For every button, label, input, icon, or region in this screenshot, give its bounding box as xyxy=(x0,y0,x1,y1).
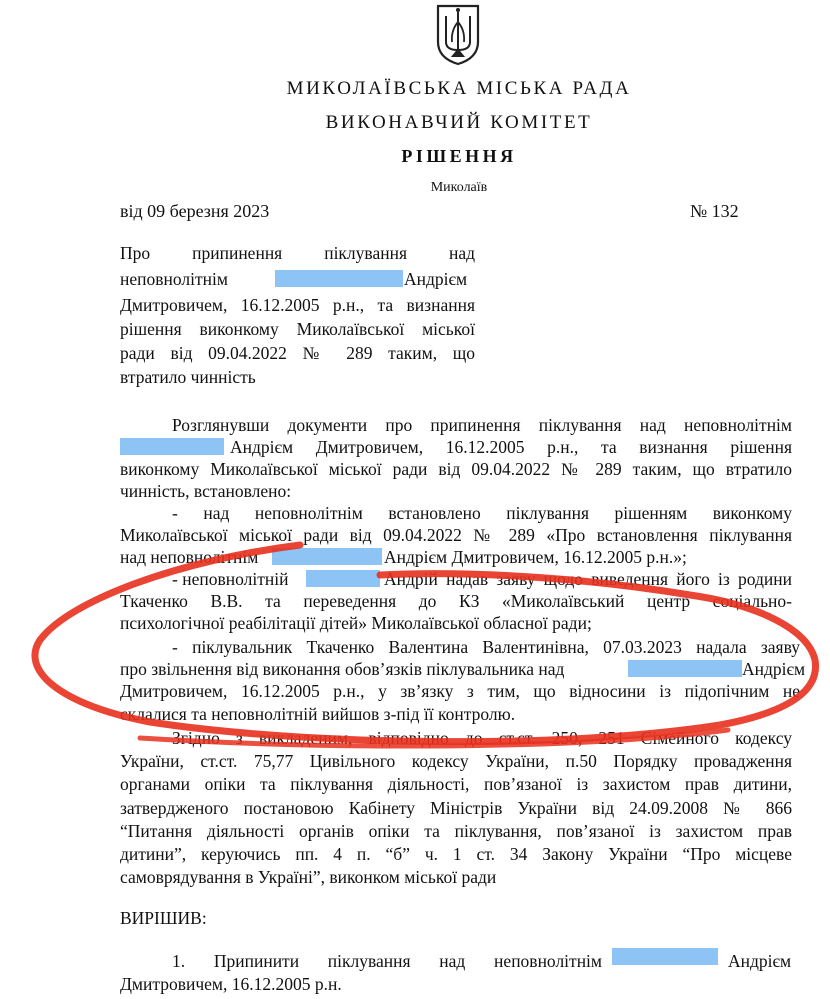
committee-title: ВИКОНАВЧИЙ КОМІТЕТ xyxy=(325,112,593,133)
body-line: самоврядування в Україні”, виконком міської ради xyxy=(120,867,497,887)
subject-line: Андрієм xyxy=(404,269,468,289)
body-line: Дмитровичем, 16.12.2005 р.н. xyxy=(120,974,342,994)
body-line: виконкому Миколаївської міської ради від 09.04.2022 № 289 таким, що втратило xyxy=(120,459,792,479)
subject-line: втратило чинність xyxy=(120,367,256,387)
body-line: - піклувальник Ткаченко Валентина Валентинівна, 07.03.2023 надала заяву xyxy=(172,637,800,657)
subject-line: неповнолітнім xyxy=(120,269,228,289)
decision-date: від 09 березня 2023 xyxy=(120,201,270,221)
body-line: - неповнолітній xyxy=(172,569,289,589)
body-line: Андрій надав заяву щодо виведення його із родини xyxy=(384,569,792,589)
body-line: над неповнолітнім xyxy=(120,547,259,567)
redacted-surname xyxy=(272,548,382,565)
body-line: Андрієм Дмитровичем, 16.12.2005 р.н., та визнання рішення xyxy=(230,437,792,457)
body-line: України, ст.ст. 75,77 Цивільного кодексу України, п.50 Порядку провадження xyxy=(120,751,792,771)
city-council-title: МИКОЛАЇВСЬКА МІСЬКА РАДА xyxy=(286,78,632,99)
redacted-surname xyxy=(306,570,380,587)
body-line: дитини”, керуючись пп. 4 п. “б” ч. 1 ст. 34 Закону України “Про місцеве xyxy=(120,844,792,864)
coat-of-arms-icon xyxy=(433,2,483,66)
subject-line: рішення виконкому Миколаївської міської xyxy=(120,319,475,339)
body-line: чинність, встановлено: xyxy=(120,481,292,501)
redacted-surname xyxy=(120,438,224,455)
decision-number: № 132 xyxy=(690,201,739,221)
redacted-surname xyxy=(628,660,742,677)
subject-line: ради від 09.04.2022 № 289 таким, що xyxy=(120,343,475,363)
body-line: Ткаченко В.В. та переведення до КЗ «Миколаївський центр соціально- xyxy=(120,591,792,611)
body-line: склалися та неповнолітній вийшов з-під її контролю. xyxy=(120,704,516,724)
body-line: Згідно з викладеним, відповідно до ст.ст. 250, 251 Сімейного кодексу xyxy=(172,728,792,748)
body-line: 1. Припинити піклування над неповнолітнім xyxy=(172,951,602,971)
subject-line: Про припинення піклування над xyxy=(120,243,475,263)
subject-line: Дмитровичем, 16.12.2005 р.н., та визнання xyxy=(120,295,475,315)
body-line: Розглянувши документи про припинення піклування над неповнолітнім xyxy=(172,415,792,435)
body-line: про звільнення від виконання обов’язків піклувальника над xyxy=(120,659,565,679)
body-line: Андрієм xyxy=(742,659,806,679)
body-line: психологічної реабілітації дітей» Миколаївської обласної ради; xyxy=(120,613,592,633)
body-line: Андрієм Дмитровичем, 16.12.2005 р.н.»; xyxy=(384,547,687,567)
body-line: затвердженого постановою Кабінету Міністрів України від 24.09.2008 № 866 xyxy=(120,798,792,818)
document-type-title: РІШЕННЯ xyxy=(401,146,517,166)
body-line: Дмитровичем, 16.12.2005 р.н., у зв’язку з тим, що відносини із підопічним не xyxy=(120,681,800,701)
body-line: органами опіки та піклування діяльності, пов’язаної із захистом прав дитини, xyxy=(120,774,792,794)
redacted-surname xyxy=(612,948,718,965)
decided-heading: ВИРІШИВ: xyxy=(120,908,207,928)
redacted-surname xyxy=(275,270,403,287)
body-line: - над неповнолітнім встановлено піклування рішенням виконкому xyxy=(172,503,792,523)
body-line: “Питання діяльності органів опіки та піклування, пов’язаної із захистом прав xyxy=(120,821,792,841)
body-line: Андрієм xyxy=(728,951,792,971)
city-name: Миколаїв xyxy=(430,180,488,195)
body-line: Миколаївської міської ради від 09.04.2022 № 289 «Про встановлення піклування xyxy=(120,525,792,545)
